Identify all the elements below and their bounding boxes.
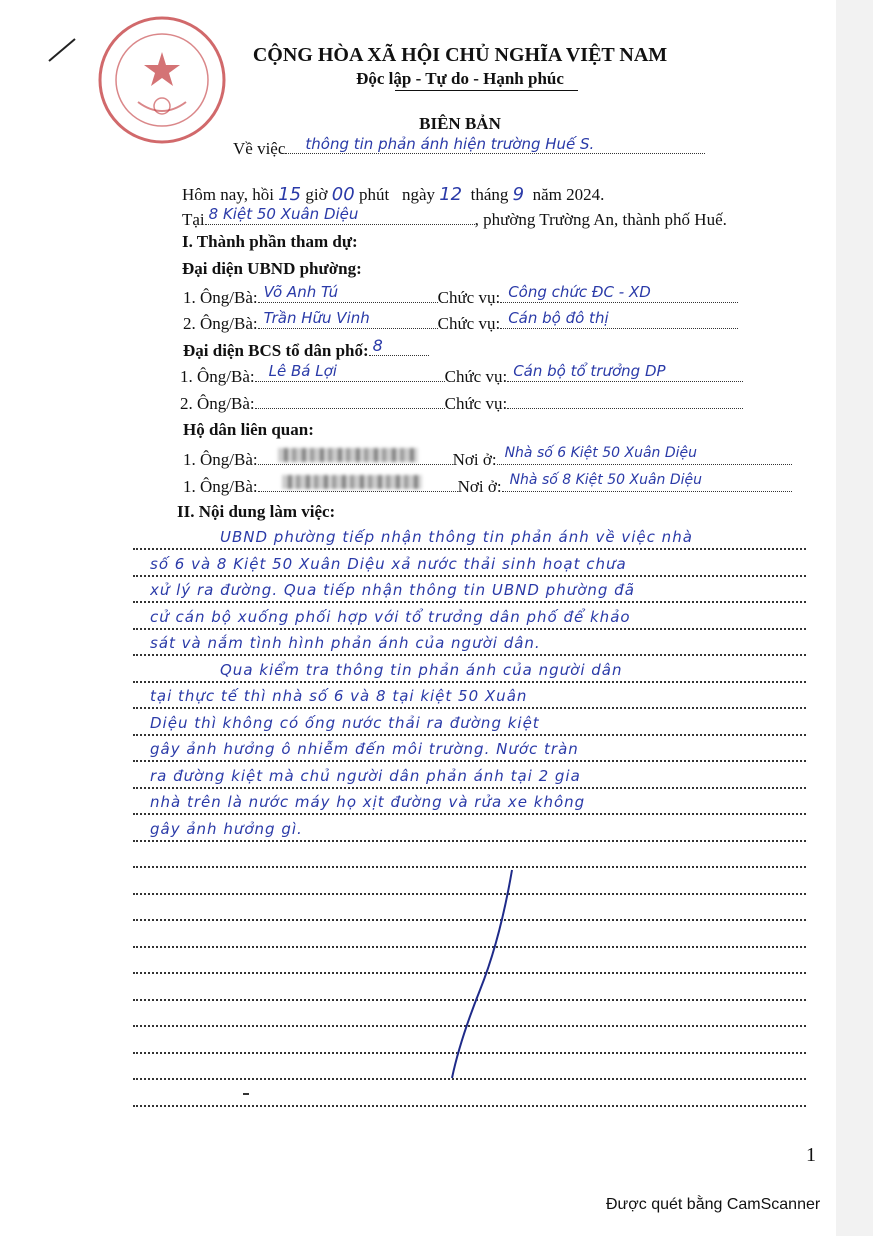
month-value: 9 <box>512 184 525 205</box>
ubnd-heading: Đại diện UBND phường: <box>182 259 362 278</box>
scan-edge <box>836 0 873 1236</box>
household-row-1: 1. Ông/Bà: Nơi ở: Nhà số 6 Kiệt 50 Xuân Diệu <box>183 448 792 470</box>
content-text-line: sát và nắm tình hình phản ánh của người dân. <box>150 634 541 652</box>
subject-label: Về việc <box>233 139 286 158</box>
subject-line <box>233 137 705 159</box>
doc-title: BIÊN BẢN <box>419 114 501 133</box>
household-heading: Hộ dân liên quan: <box>183 420 314 439</box>
ubnd-name-1: Võ Anh Tú <box>263 283 339 301</box>
content-text-line: Qua kiểm tra thông tin phản ánh của người dân <box>220 661 623 679</box>
bcs-row-1: 1. Ông/Bà: Lê Bá Lợi Chức vụ: Cán bộ tổ trưởng DP <box>180 365 743 387</box>
ubnd-role-2: Cán bộ đô thị <box>508 309 609 327</box>
content-text-line: xử lý ra đường. Qua tiếp nhận thông tin UBND phường đã <box>150 581 635 599</box>
minute-value: 00 <box>331 184 355 205</box>
subject-value: thông tin phản ánh hiện trường Huế S. <box>305 135 595 153</box>
redacted-name-1 <box>278 448 418 462</box>
redacted-name-2 <box>282 475 422 489</box>
section1-heading: I. Thành phần tham dự: <box>182 232 358 251</box>
ubnd-row-2: 2. Ông/Bà: Trần Hữu Vinh Chức vụ: Cán bộ đô thị <box>183 312 738 334</box>
content-text-line: cử cán bộ xuống phối hợp với tổ trưởng dân phố để khảo <box>150 608 631 626</box>
content-text-line: ra đường kiệt mà chủ người dân phản ánh tại 2 gia <box>150 767 581 785</box>
official-seal-icon <box>94 10 230 150</box>
content-text-line: số 6 và 8 Kiệt 50 Xuân Diệu xả nước thải sinh hoạt chưa <box>150 555 627 573</box>
ubnd-role-1: Công chức ĐC - XD <box>508 283 651 301</box>
content-text-line: nhà trên là nước máy họ xịt đường và rửa xe không <box>150 793 586 811</box>
content-text-line: UBND phường tiếp nhận thông tin phản ánh về việc nhà <box>220 528 693 546</box>
ubnd-row-1: 1. Ông/Bà: Võ Anh Tú Chức vụ: Công chức ĐC - XD <box>183 286 738 308</box>
household-address-1: Nhà số 6 Kiệt 50 Xuân Diệu <box>504 445 698 461</box>
ink-dot <box>243 1093 249 1095</box>
day-value: 12 <box>439 184 463 205</box>
content-text-line: Diệu thì không có ống nước thải ra đường kiệt <box>150 714 540 732</box>
content-text-line: gây ảnh hưởng ô nhiễm đến môi trường. Nước tràn <box>150 740 579 758</box>
place-value: 8 Kiệt 50 Xuân Diệu <box>208 205 359 223</box>
cancel-strike-icon <box>440 860 530 1085</box>
time-line: Hôm nay, hồi 15 giờ 00 phút ngày 12 tháng 9 năm 2024. <box>182 184 605 205</box>
content-text-line: tại thực tế thì nhà số 6 và 8 tại kiệt 50 Xuân <box>150 687 528 705</box>
motto-underline <box>395 90 578 91</box>
bcs-name-1: Lê Bá Lợi <box>268 362 337 380</box>
ubnd-name-2: Trần Hữu Vinh <box>263 309 370 327</box>
bcs-role-1: Cán bộ tổ trưởng DP <box>513 362 666 380</box>
section2-heading: II. Nội dung làm việc: <box>177 502 336 521</box>
household-address-2: Nhà số 8 Kiệt 50 Xuân Diệu <box>509 472 703 488</box>
hour-value: 15 <box>278 184 302 205</box>
bcs-number: 8 <box>372 336 383 355</box>
pen-stroke-icon <box>46 36 78 64</box>
household-row-2: 1. Ông/Bà: Nơi ở: Nhà số 8 Kiệt 50 Xuân Diệu <box>183 475 792 497</box>
motto: Độc lập - Tự do - Hạnh phúc <box>356 69 564 88</box>
content-text-line: gây ảnh hưởng gì. <box>150 820 303 838</box>
bcs-row-2: 2. Ông/Bà: Chức vụ: <box>180 392 743 414</box>
place-line: Tại 8 Kiệt 50 Xuân Diệu , phường Trường An, thành phố Huế. <box>182 205 727 229</box>
page-number: 1 <box>806 1144 816 1166</box>
scanner-watermark: Được quét bằng CamScanner <box>606 1196 821 1213</box>
bcs-heading-line: Đại diện BCS tổ dân phố: 8 <box>183 339 429 361</box>
country-title: CỘNG HÒA XÃ HỘI CHỦ NGHĨA VIỆT NAM <box>252 44 668 66</box>
